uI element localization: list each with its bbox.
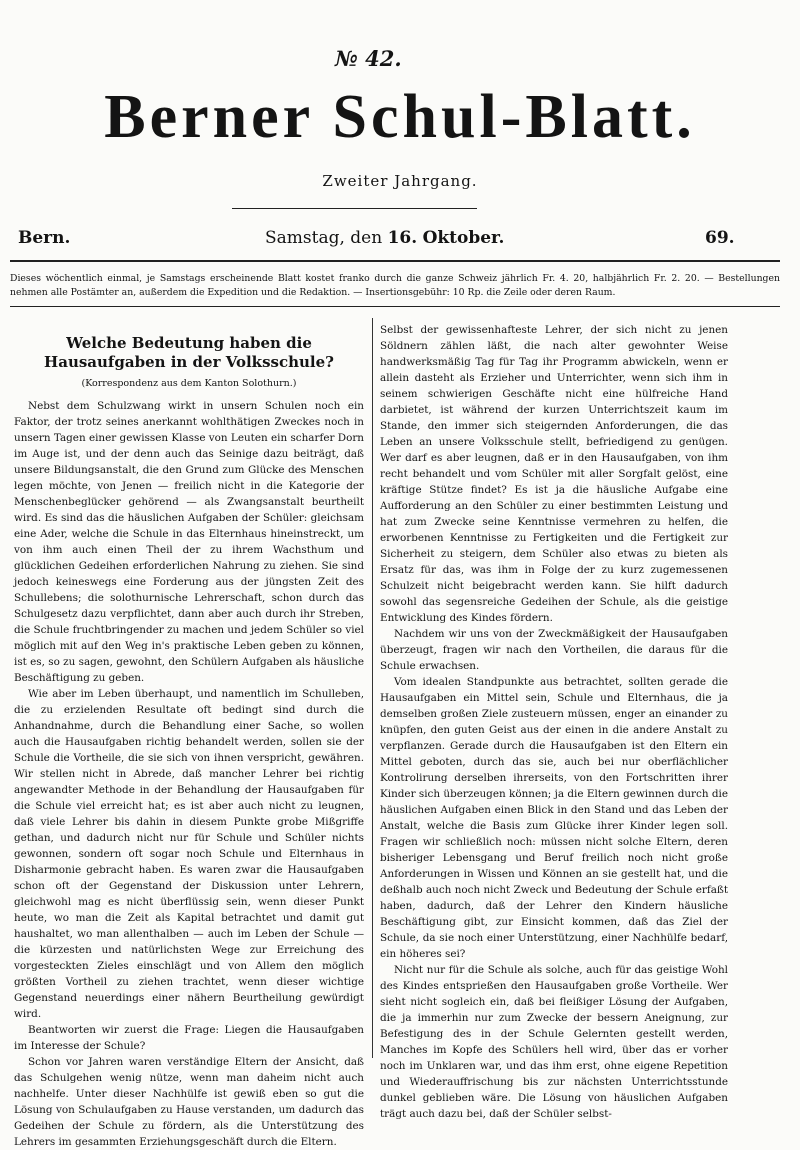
paragraph: Selbst der gewissenhafteste Lehrer, der sich nicht zu jenen Söldnern zählen läßt, die nach alter gewohnter Weise handwerksmäßig Tag für Tag ihr Programm abwickeln, wenn er allein dasteht als Erzieher und Unterrichter, wenn sich ihm in seinem schwierigen Geschäfte nicht eine hülfreiche Hand darbietet, ist während der kurzen Unterrichtszeit kaum im Stande, den immer sich steigernden Anforderungen, die das Leben an unsere Volksschule stellt, befriedigend zu genügen. Wer darf es aber leugnen, daß er in den Hausaufgaben, von ihm recht behandelt und vom Schüler mit aller Sorgfalt gelöst, eine kräftige Stütze findet? Es ist ja die häusliche Aufgabe eine Aufforderung an den Schüler zu einer bestimmten Leistung und hat zum Zwecke seine Kenntnisse vermehren zu helfen, die erworbenen Kenntnisse zu Fertigkeiten und die Fertigkeit zur Sicherheit zu steigern, dem Schüler also etwas zu bieten als Ersatz für das, was ihm in Folge der zu kurz zugemessenen Schulzeit nicht beigebracht werden kann. Sie hilft dadurch sowohl das segensreiche Gedeihen der Schule, als die geistige Entwicklung des Kindes fördern. (380, 324, 728, 624)
header-rule (10, 260, 780, 262)
masthead-title: Berner Schul-Blatt. (104, 83, 696, 151)
masthead-subtitle: Zweiter Jahrgang. (322, 172, 478, 190)
page-number: 69. (705, 228, 735, 248)
paragraph: Vom idealen Standpunkte aus betrachtet, sollten gerade die Hausaufgaben ein Mittel sein, Schule und Elternhaus, die ja demselben großen Ziele zusteuern müssen, enger an einander zu knüpfen, den guten Geist aus der einen in die andere Anstalt zu verpflanzen. Gerade durch die Hausaufgaben ist den Eltern ein Mittel geboten, durch das sie, auch bei nur oberflächlicher Kontrolirung derselben ihrerseits, von den Fortschritten ihrer Kinder sich überzeugen können; ja die Eltern gewinnen durch die häuslichen Aufgaben einen Blick in den Stand und das Leben der Anstalt, welche die Basis zum Glücke ihrer Kinder legen soll. Fragen wir schließlich noch: müssen nicht solche Eltern, deren bisheriger Lebensgang und Beruf freilich noch nicht große Anforderungen in Wissen und Können an sie gestellt hat, und die deßhalb auch noch nicht Zweck und Bedeutung der Schule erfaßt haben, dadurch, daß der Lehrer den Kindern häusliche Beschäftigung gibt, zur Einsicht kommen, daß das Ziel der Schule, da sie noch einer Unterstützung, einer Nachhülfe bedarf, ein höheres sei? (380, 676, 728, 960)
paragraph: Nebst dem Schulzwang wirkt in unsern Schulen noch ein Faktor, der trotz seines anerkannt wohlthätigen Zweckes noch in unsern Tagen einer gewissen Klasse von Leuten ein scharfer Dorn im Auge ist, und der denn auch das Seinige dazu beiträgt, daß unsere Bildungsanstalt, die den Grund zum Glücke des Menschen legen möchte, von Jenen — freilich nicht in die Kategorie der Menschenbeglücker gehörend — als Zwangsanstalt beurtheilt wird. Es sind das die häuslichen Aufgaben der Schüler: gleichsam eine Ader, welche die Schule in das Elternhaus hineinstreckt, um von ihm auch einen Theil der zu ihrem Wachsthum und glücklichen Gedeihen erforderlichen Nahrung zu ziehen. Sie sind jedoch keineswegs eine Forderung aus der jüngsten Zeit des Schullebens; die solothurnische Lehrerschaft, schon durch das Schulgesetz dazu verpflichtet, dann aber auch durch ihr Streben, die Schule fruchtbringender zu machen und jedem Schüler so viel möglich mit auf den Weg in's praktische Leben geben zu können, ist es, so zu sagen, gewohnt, den Schülern Aufgaben als häusliche Beschäftigung zu geben. (14, 400, 364, 684)
article-title: Welche Bedeutung haben die Hausaufgaben in der Volksschule? (44, 334, 334, 371)
subscription-notice: Dieses wöchentlich einmal, je Samstags erscheinende Blatt kostet franko durch die ganze Schweiz jährlich Fr. 4. 20, halbjährlich Fr. 2. 20. — Bestellungen nehmen alle Postämter an, außerdem die Expedition und die Redaktion. — Insertionsgebühr: 10 Rp. die Zeile oder deren Raum. (10, 273, 780, 298)
paragraph: Wie aber im Leben überhaupt, und namentlich im Schulleben, die zu erzielenden Resultate oft bedingt sind durch die Anhandnahme, durch die Behandlung einer Sache, so wollen auch die Hausaufgaben richtig behandelt werden, sollen sie der Schule die Vortheile, die sie sich von ihnen verspricht, gewähren. Wir stellen nicht in Abrede, daß mancher Lehrer bei richtig angewandter Methode in der Behandlung der Hausaufgaben für die Schule viel erreicht hat; es ist aber auch nicht zu leugnen, daß viele Lehrer bis dahin in diesem Punkte grobe Mißgriffe gethan, und dadurch nicht nur für Schule und Schüler nichts gewonnen, sondern oft sogar noch Schule und Elternhaus in Disharmonie gebracht haben. Es waren zwar die Hausaufgaben schon oft der Gegenstand der Diskussion unter Lehrern, gleichwohl mag es nicht überflüssig sein, wenn dieser Punkt heute, wo man die Zeit als Kapital betrachtet und damit gut haushaltet, wo man allenthalben — auch im Leben der Schule — die kürzesten und natürlichsten Wege zur Erreichung des vorgesteckten Zieles einschlägt und von Allem den möglich größten Vortheil zu ziehen trachtet, wenn dieser wichtige Gegenstand neuerdings einer nähern Beurtheilung gewürdigt wird. (14, 688, 364, 1020)
notice-rule (10, 306, 780, 307)
article-column-left (14, 322, 364, 1150)
date-prefix: Samstag, den (265, 228, 383, 248)
date-day: 16. (387, 228, 418, 248)
paragraph: Beantworten wir zuerst die Frage: Liegen die Hausaufgaben im Interesse der Schule? (14, 1024, 364, 1052)
column-divider (372, 318, 373, 1058)
place-label: Bern. (18, 228, 71, 248)
paragraph: Schon vor Jahren waren verständige Eltern der Ansicht, daß das Schulgehen wenig nütze, wenn man daheim nicht auch nachhelfe. Unter dieser Nachhülfe ist gewiß eben so gut die Lösung von Schulaufgaben zu Hause verstanden, um dadurch das Gedeihen der Schule zu fördern, als die Unterstützung des Lehrers im gesammten Erziehungsgeschäft durch die Eltern. (14, 1056, 364, 1148)
article-column-right (380, 322, 728, 1122)
date-month: Oktober. (422, 228, 505, 248)
paragraph: Nicht nur für die Schule als solche, auch für das geistige Wohl des Kindes entsprießen den Hausaufgaben große Vortheile. Wer sieht nicht sogleich ein, daß bei fleißiger Lösung der Aufgaben, die ja immerhin nur zum Zwecke der bessern Aneignung, zur Befestigung des in der Schule Gelernten gestellt werden, Manches im Kopfe des Schülers hell wird, über das er vorher noch im Unklaren war, und das ihm erst, ohne eigene Repetition und Wiederauffrischung bis zur nächsten Unterrichtsstunde dunkel geblieben wäre. Die Lösung von häuslichen Aufgaben trägt auch dazu bei, daß der Schüler selbst- (380, 964, 728, 1120)
masthead-divider (232, 208, 477, 209)
issue-number: № 42. (335, 46, 402, 71)
article-byline: (Korrespondenz aus dem Kanton Solothurn.) (81, 378, 297, 389)
paragraph: Nachdem wir uns von der Zweckmäßigkeit der Hausaufgaben überzeugt, fragen wir nach den Vortheilen, die daraus für die Schule erwachsen. (380, 628, 728, 672)
issue-date (265, 228, 504, 248)
